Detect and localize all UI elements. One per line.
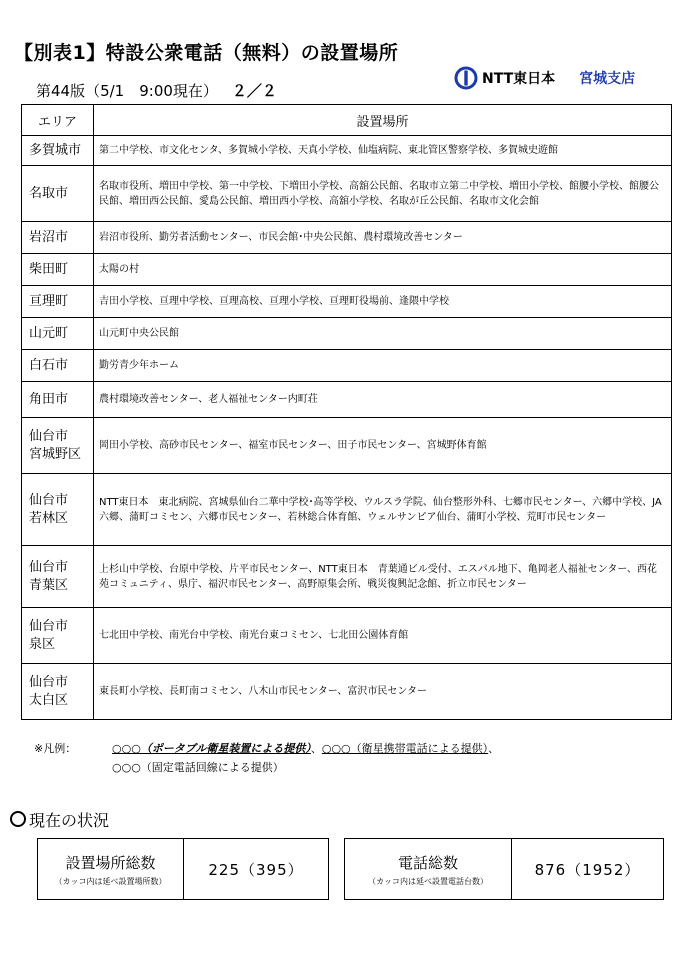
locations-cell: 岩沼市役所、勤労者活動センター、市民会館･中央公民館、農村環境改善センター [94, 222, 672, 254]
table-row [22, 382, 672, 418]
legend-portable: ○○○（ポータブル衛星装置による提供） [112, 742, 311, 755]
area-name: 亘理町 [29, 293, 69, 309]
locations-cell: 岡田小学校、高砂市民センター、福室市民センター、田子市民センター、宮城野体育館 [94, 418, 672, 474]
area-city: 仙台市 [29, 674, 69, 690]
legend-separator: 、 [488, 742, 500, 755]
locations-cell: 勤労青少年ホーム [94, 350, 672, 382]
sites-note: （カッコ内は延べ設置場所数） [54, 876, 167, 886]
table-row [22, 608, 672, 664]
area-cell [22, 664, 94, 720]
locations-cell: 七北田中学校、南光台中学校、南光台東コミセン、七北田公園体育館 [94, 608, 672, 664]
area-ward: 宮城野区 [29, 446, 82, 462]
table-row [22, 664, 672, 720]
area-name: 角田市 [29, 391, 69, 407]
area-name: 白石市 [29, 357, 69, 373]
table-row [22, 318, 672, 350]
status-heading [10, 808, 109, 831]
locations-cell: 吉田小学校、亘理中学校、亘理高校、亘理小学校、亘理町役場前、逢隈中学校 [94, 286, 672, 318]
area-ward: 太白区 [29, 692, 69, 708]
sites-total-box [37, 838, 329, 900]
phones-label: 電話総数 [397, 853, 458, 872]
legend [34, 739, 499, 777]
phones-value-cell [512, 839, 664, 900]
legend-line-2 [34, 758, 499, 777]
circle-icon [10, 811, 26, 827]
header-area: エリア [22, 105, 94, 136]
phones-total-box [344, 838, 664, 900]
area-name: 多賀城市 [29, 142, 82, 158]
legend-fixed: ○○○（固定電話回線による提供） [112, 761, 284, 774]
area-name: 岩沼市 [29, 229, 69, 245]
area-city: 仙台市 [29, 428, 69, 444]
area-cell [22, 318, 94, 350]
legend-separator: 、 [310, 742, 322, 755]
legend-lead: ※凡例： [34, 742, 77, 755]
phones-label-cell [345, 839, 512, 900]
locations-cell: 東長町小学校、長町南コミセン、八木山市民センター、富沢市民センター [94, 664, 672, 720]
area-cell [22, 382, 94, 418]
area-ward: 青葉区 [29, 577, 69, 593]
branch-name: 宮城支店 [579, 71, 636, 87]
edition-label: 第44版（5/1 9:00現在） [36, 82, 218, 100]
area-cell [22, 350, 94, 382]
locations-cell: 農村環境改善センター、老人福祉センター内町荘 [94, 382, 672, 418]
area-cell [22, 166, 94, 222]
table-row [22, 546, 672, 608]
table-row [22, 166, 672, 222]
area-cell [22, 254, 94, 286]
area-city: 仙台市 [29, 559, 69, 575]
phones-value: 876（1952） [534, 860, 641, 879]
header-locations: 設置場所 [94, 105, 672, 136]
table-row [22, 350, 672, 382]
area-name: 名取市 [29, 185, 69, 201]
edition-line [36, 80, 277, 101]
locations-cell: 山元町中央公民館 [94, 318, 672, 350]
area-name: 山元町 [29, 325, 69, 341]
area-city: 仙台市 [29, 492, 69, 508]
area-cell [22, 286, 94, 318]
table-row [22, 474, 672, 546]
sites-label: 設置場所総数 [65, 853, 156, 872]
area-cell [22, 222, 94, 254]
table-row [22, 418, 672, 474]
area-name: 柴田町 [29, 261, 69, 277]
page-number: ２／２ [231, 82, 277, 100]
status-heading-text: 現在の状況 [29, 811, 110, 830]
table-header-row [22, 105, 672, 136]
locations-cell: NTT東日本 東北病院、宮城県仙台二華中学校･高等学校、ウルスラ学院、仙台整形外科、七郷市民センター、六郷中学校、JA六郷、蒲町コミセン、六郷市民センター、若林総合体育館、ウェルサンピア仙台、蒲町小学校、荒町市民センター [94, 474, 672, 546]
legend-satellite: ○○○（衛星携帯電話による提供） [321, 742, 489, 755]
area-ward: 泉区 [29, 636, 56, 652]
area-ward: 若林区 [29, 510, 69, 526]
area-cell [22, 136, 94, 166]
area-cell [22, 418, 94, 474]
area-cell [22, 608, 94, 664]
table-row [22, 222, 672, 254]
locations-cell: 第二中学校、市文化センタ、多賀城小学校、天真小学校、仙塩病院、東北管区警察学校、多賀城史遊館 [94, 136, 672, 166]
locations-cell: 太陽の村 [94, 254, 672, 286]
area-city: 仙台市 [29, 618, 69, 634]
locations-cell: 名取市役所、増田中学校、第一中学校、下増田小学校、高舘公民館、名取市立第二中学校、増田小学校、館腰小学校、館腰公民館、増田西公民館、愛島公民館、増田西小学校、高舘小学校、名取が丘公民館、名取市文化会館 [94, 166, 672, 222]
legend-line-1 [34, 739, 499, 758]
page-title: 【別表1】特設公衆電話（無料）の設置場所 [14, 42, 399, 64]
table-row [22, 254, 672, 286]
ntt-logo-icon [454, 66, 478, 90]
brand [454, 66, 635, 90]
brand-name: NTT東日本 [482, 71, 556, 87]
area-cell [22, 474, 94, 546]
locations-cell: 上杉山中学校、台原中学校、片平市民センター、NTT東日本 青葉通ビル受付、エスパル地下、亀岡老人福祉センター、西花苑コミュニティ、県庁、福沢市民センター、高野原集会所、戦災復興記念館、折立市民センター [94, 546, 672, 608]
area-cell [22, 546, 94, 608]
sites-value-cell [184, 839, 329, 900]
installation-table [21, 104, 672, 720]
sites-value: 225（395） [208, 860, 304, 879]
phones-note: （カッコ内は延べ設置電話台数） [368, 876, 488, 886]
table-row [22, 286, 672, 318]
sites-label-cell [38, 839, 184, 900]
table-row [22, 136, 672, 166]
